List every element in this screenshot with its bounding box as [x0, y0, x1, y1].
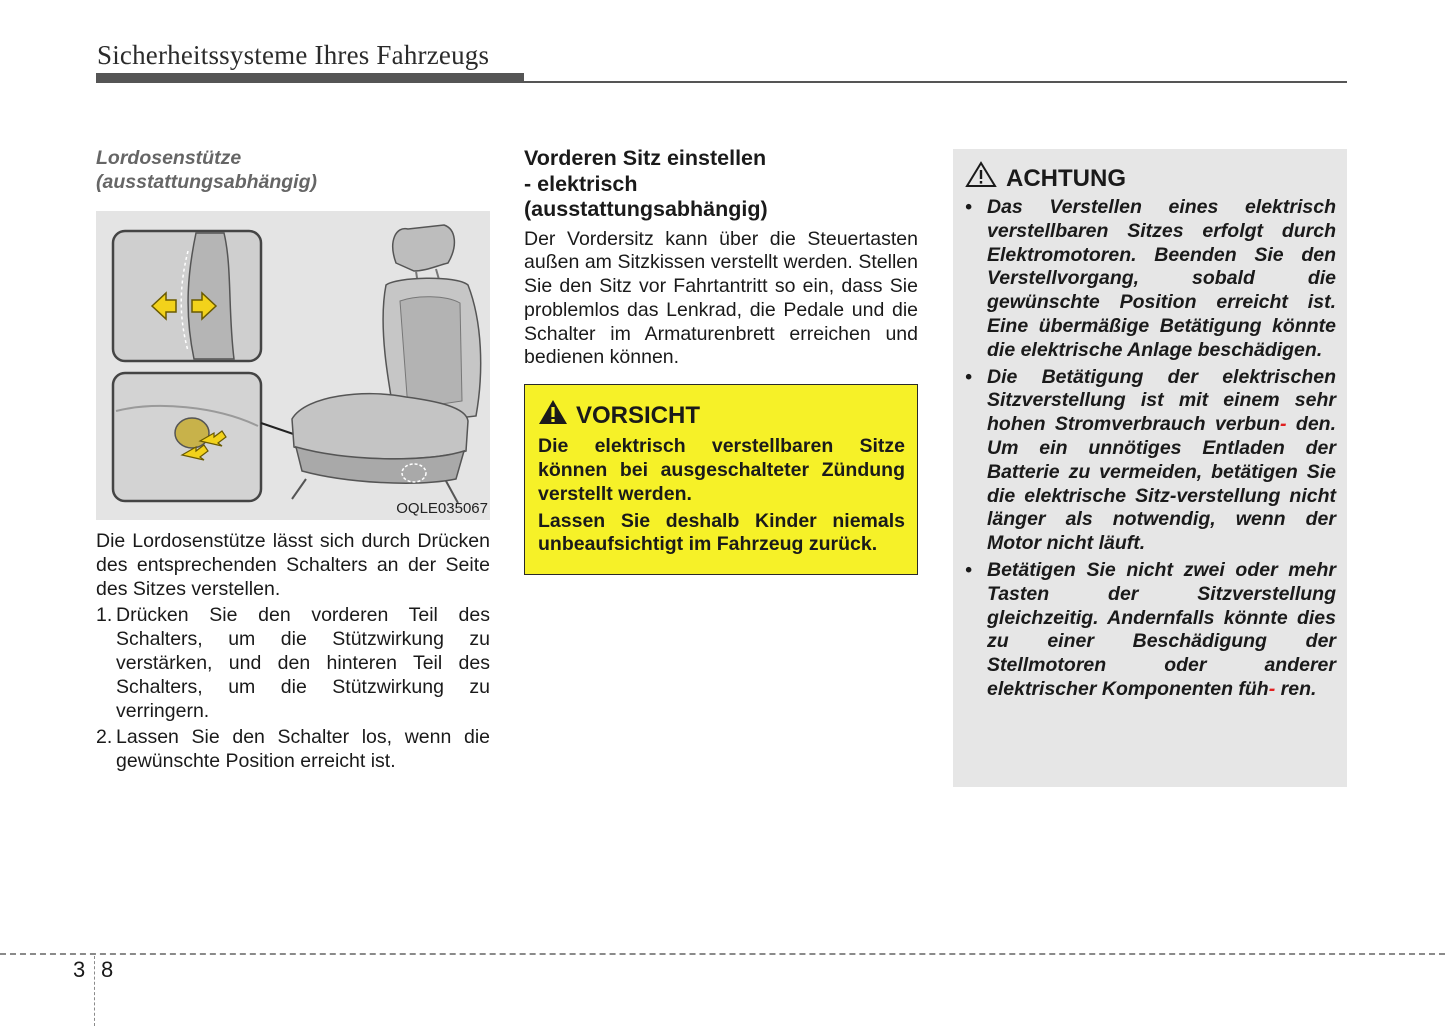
page-number: 8	[101, 957, 114, 982]
footer-divider	[0, 953, 1445, 955]
lumbar-title-line2: (ausstattungsabhängig)	[96, 171, 318, 193]
list-item	[965, 559, 1336, 702]
step-number: 1.	[96, 604, 113, 627]
warning-item-text: Die Betätigung der elektrischen Sitzverstellung ist mit einem sehr hohen Stromverbrauch verbun	[987, 365, 1336, 436]
lumbar-intro: Die Lordosenstütze lässt sich durch Drücken des entsprechenden Schalters an der Seite des Sitzes verstellen.	[96, 530, 490, 600]
caution-box	[524, 384, 918, 575]
warning-heading	[965, 161, 1336, 196]
list-item	[96, 726, 490, 774]
seat-title-line3: (ausstattungsabhängig)	[524, 197, 768, 221]
hyphen: -	[1279, 413, 1287, 436]
lumbar-steps	[96, 604, 490, 774]
list-item	[965, 196, 1336, 363]
page-header-title: Sicherheitssysteme Ihres Fahrzeugs	[97, 40, 490, 70]
warning-triangle-outline-icon	[965, 161, 997, 196]
header-rule	[524, 81, 1347, 83]
warning-item-text: Das Verstellen eines elektrisch verstellbaren Sitzes erfolgt durch Elektromotoren. Beenden Sie den Verstellvorgang, sobald die gewünschte Position erreicht ist. Eine übermäßige Betätigung könnte die elektrische Anlage beschädigen.	[987, 196, 1336, 361]
list-item	[96, 604, 490, 723]
seat-electric-section	[524, 146, 918, 575]
lumbar-switch-icon	[175, 418, 209, 448]
seat-drawing	[96, 211, 490, 520]
warning-list	[965, 196, 1336, 702]
step-number: 2.	[96, 726, 113, 749]
warning-heading-text: ACHTUNG	[1006, 164, 1126, 192]
seat-electric-title	[524, 146, 918, 223]
step-text: Drücken Sie den vorderen Teil des Schalters, um die Stützwirkung zu verstärken, und den hinteren Teil des Schalters, um die Stützwirkung zu verringern.	[116, 604, 490, 722]
caution-heading-text: VORSICHT	[576, 402, 701, 430]
header-bar	[96, 73, 524, 83]
lumbar-section	[96, 146, 490, 777]
seat-title-line2: - elektrisch	[524, 171, 638, 196]
lumbar-title-line1: Lordosenstütze	[96, 147, 242, 169]
warning-item-text-cont: den. Um ein unnötiges Entladen der Batterie zu vermeiden, betätigen Sie die elektrische Sitz-verstellung nicht länger als notwendig, wenn der Motor nicht läuft.	[987, 413, 1337, 555]
lumbar-title	[96, 146, 490, 194]
hyphen: -	[1268, 677, 1276, 700]
bullet: •	[965, 365, 972, 388]
seat-electric-body: Der Vordersitz kann über die Steuertasten außen am Sitzkissen verstellt werden. Stellen Sie den Sitz vor Fahrtantritt so ein, dass Sie problemlos das Lenkrad, die Pedale und die Schalter im Armaturenbrett erreichen und bedienen können.	[524, 227, 918, 369]
bullet: •	[965, 196, 972, 218]
warning-item-text: Betätigen Sie nicht zwei oder mehr Tasten der Sitzverstellung gleichzeitig. Andernfalls könnte dies zu einer Beschädigung der Stellmotoren oder anderer elektrischer Komponenten füh	[987, 558, 1336, 700]
chapter-number: 3	[73, 957, 86, 982]
warning-box	[953, 149, 1347, 787]
step-text: Lassen Sie den Schalter los, wenn die gewünschte Position erreicht ist.	[116, 726, 490, 773]
figure-code: OQLE035067	[396, 500, 488, 517]
seat-illustration	[96, 211, 490, 520]
seat-title-line1: Vorderen Sitz einstellen	[524, 146, 767, 170]
page-number-separator	[94, 956, 95, 1026]
caution-heading	[538, 399, 905, 433]
bullet: •	[965, 558, 972, 581]
caution-para-2: Lassen Sie deshalb Kinder niemals unbeaufsichtigt im Fahrzeug zurück.	[538, 509, 905, 556]
warning-triangle-icon	[538, 399, 568, 433]
list-item	[965, 366, 1336, 556]
warning-item-text-cont: ren.	[1280, 677, 1317, 700]
caution-para-1: Die elektrisch verstellbaren Sitze können bei ausgeschalteter Zündung verstellt werden.	[538, 435, 905, 505]
